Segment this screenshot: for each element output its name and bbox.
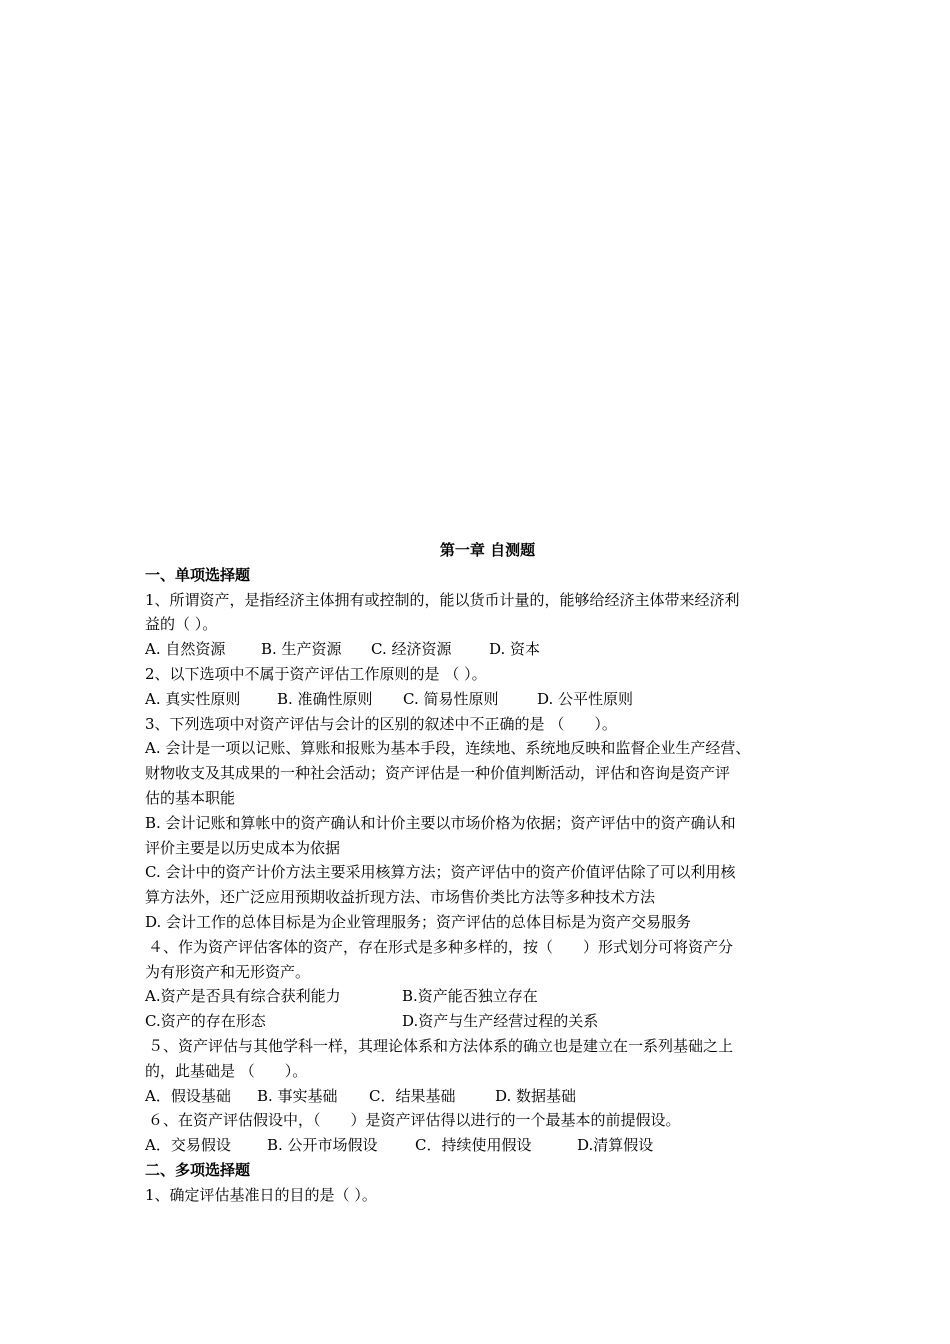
- question-4-option-a: A.资产是否具有综合获利能力: [145, 987, 341, 1006]
- question-1-option-b: B. 生产资源: [261, 640, 342, 659]
- question-6-option-a: A．交易假设: [145, 1136, 231, 1155]
- question-4-option-c: C.资产的存在形态: [145, 1012, 266, 1031]
- section-heading-single-choice: 一、单项选择题: [145, 565, 251, 584]
- question-4-option-b: B.资产能否独立存在: [402, 987, 538, 1006]
- question-5-option-c: C．结果基础: [369, 1086, 456, 1105]
- question-1-option-d: D. 资本: [489, 640, 541, 659]
- question-1-line-1: 1、所谓资产，是指经济主体拥有或控制的，能以货币计量的，能够给经济主体带来经济利: [145, 590, 740, 609]
- chapter-title: 第一章 自测题: [439, 541, 536, 559]
- question-2-option-d: D. 公平性原则: [537, 689, 634, 708]
- question-3-option-b-line-1: B. 会计记账和算帐中的资产确认和计价主要以市场价格为依据；资产评估中的资产确认和: [145, 813, 736, 832]
- question-2-option-c: C. 简易性原则: [403, 689, 499, 708]
- question-5-line-1: ５、资产评估与其他学科一样，其理论体系和方法体系的确立也是建立在一系列基础之上: [148, 1036, 734, 1055]
- question-5-option-b: B. 事实基础: [257, 1086, 338, 1105]
- question-2-options: [145, 687, 825, 712]
- question-6-option-c: C．持续使用假设: [415, 1136, 532, 1155]
- question-4-option-d: D.资产与生产经营过程的关系: [402, 1012, 599, 1031]
- question-5-line-2: 的，此基础是 （ ）。: [145, 1061, 308, 1080]
- question-3-option-b-line-2: 评价主要是以历史成本为依据: [145, 838, 341, 857]
- question-4-options-row-2: [145, 1009, 825, 1034]
- question-3-option-c-line-2: 算方法外，还广泛应用预期收益折现方法、市场售价类比方法等多种技术方法: [145, 888, 656, 907]
- question-1-option-c: C. 经济资源: [371, 640, 452, 659]
- question-1-option-a: A. 自然资源: [145, 640, 226, 659]
- question-5-option-a: A．假设基础: [145, 1086, 231, 1105]
- multiple-choice-question-1: 1、确定评估基准日的目的是（ ）。: [145, 1185, 377, 1204]
- question-2: 2、以下选项中不属于资产评估工作原则的是 （ ）。: [145, 664, 487, 683]
- question-3-option-a-line-2: 财物收支及其成果的一种社会活动；资产评估是一种价值判断活动，评估和咨询是资产评: [145, 764, 731, 783]
- question-1-options: [145, 637, 825, 662]
- question-2-option-a: A. 真实性原则: [145, 689, 241, 708]
- section-heading-multiple-choice: 二、多项选择题: [145, 1160, 251, 1179]
- question-6-option-b: B. 公开市场假设: [267, 1136, 378, 1155]
- question-4-line-2: 为有形资产和无形资产。: [145, 962, 311, 981]
- question-3: 3、下列选项中对资产评估与会计的区别的叙述中不正确的是 （ ）。: [145, 714, 617, 733]
- document-content: [145, 538, 825, 1208]
- question-3-option-a-line-3: 估的基本职能: [145, 788, 236, 807]
- question-4-options-row-1: [145, 984, 825, 1009]
- question-5-options: [145, 1084, 825, 1109]
- question-6-option-d: D.清算假设: [577, 1136, 654, 1155]
- question-3-option-a-line-1: A. 会计是一项以记账、算账和报账为基本手段，连续地、系统地反映和监督企业生产经营、: [145, 739, 751, 758]
- question-6: ６、在资产评估假设中，（ ）是资产评估得以进行的一个最基本的前提假设。: [148, 1111, 681, 1130]
- question-3-option-d: D. 会计工作的总体目标是为企业管理服务；资产评估的总体目标是为资产交易服务: [145, 912, 692, 931]
- question-2-option-b: B. 准确性原则: [277, 689, 373, 708]
- question-5-option-d: D. 数据基础: [495, 1086, 577, 1105]
- question-6-options: [145, 1133, 825, 1158]
- question-1-line-2: 益的（ ）。: [145, 615, 218, 634]
- question-3-option-c-line-1: C. 会计中的资产计价方法主要采用核算方法；资产评估中的资产价值评估除了可以利用核: [145, 863, 736, 882]
- question-4-line-1: ４、作为资产评估客体的资产，存在形式是多种多样的，按（ ）形式划分可将资产分: [148, 937, 734, 956]
